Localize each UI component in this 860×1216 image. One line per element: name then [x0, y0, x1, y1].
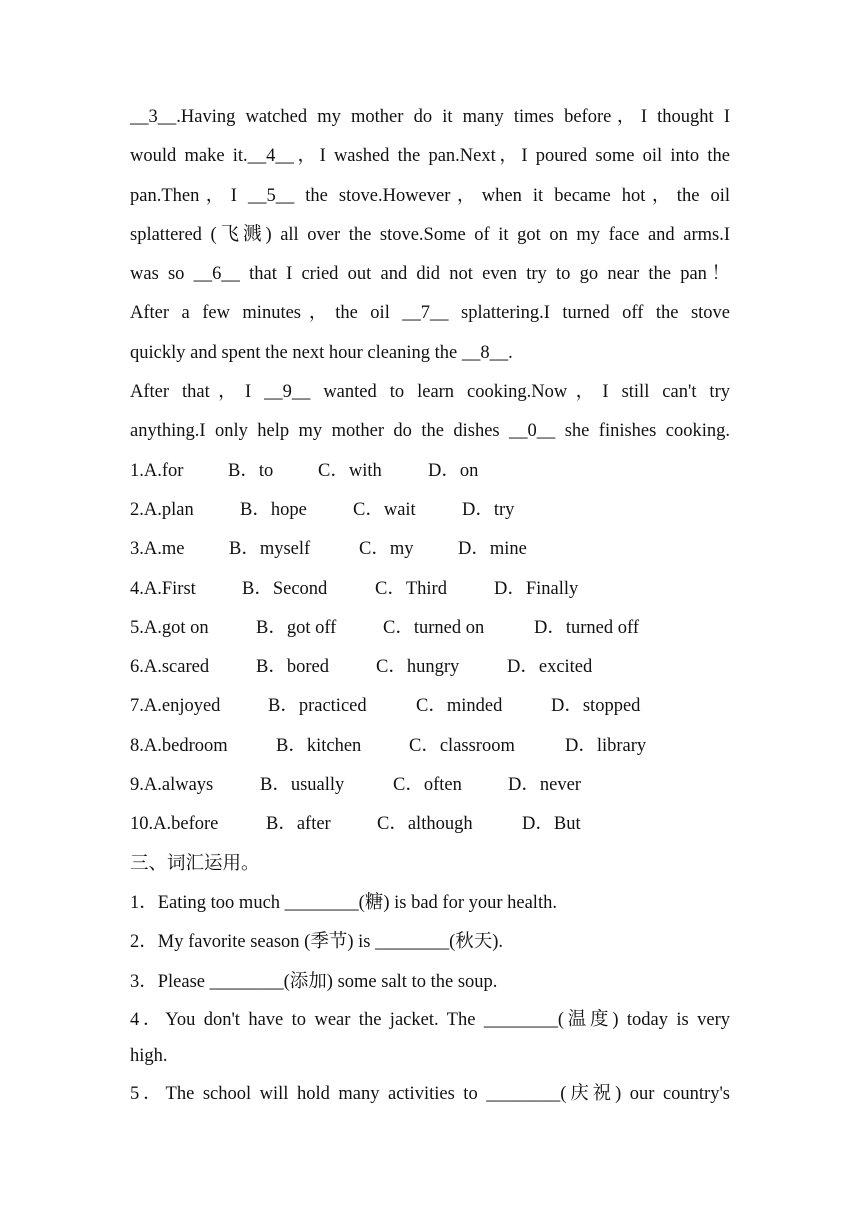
option-a: 1.A.for — [130, 460, 184, 481]
passage-line: pan.Then，I __5__ the stove.However，when it became hot，the oil — [130, 185, 730, 206]
option-b: B．Second — [242, 578, 328, 599]
option-a: 9.A.always — [130, 775, 214, 796]
passage-line: was so __6__ that I cried out and did not even try to go near the pan！ — [130, 264, 730, 285]
option-row — [130, 452, 730, 491]
option-b: B．after — [266, 814, 331, 835]
vocab-item: 5．The school will hold many activities to ________(庆祝) our country's — [130, 1083, 730, 1104]
option-c: C．minded — [416, 696, 503, 717]
option-b: B．bored — [256, 657, 329, 678]
option-row — [130, 648, 730, 687]
option-row — [130, 491, 730, 530]
option-d: D．try — [462, 499, 515, 520]
option-a: 4.A.First — [130, 578, 196, 599]
option-c: C．my — [359, 539, 414, 560]
option-a: 7.A.enjoyed — [130, 696, 221, 717]
passage-line: After a few minutes，the oil __7__ splattering.I turned off the stove — [130, 303, 730, 324]
option-row — [130, 609, 730, 648]
vocabulary-exercise — [130, 884, 730, 1114]
option-a: 6.A.scared — [130, 657, 210, 678]
option-b: B．kitchen — [276, 735, 362, 756]
option-a: 8.A.bedroom — [130, 735, 228, 756]
vocab-item: 4．You don't have to wear the jacket. The ________(温度) today is very — [130, 1009, 730, 1030]
option-b: B．to — [228, 460, 274, 481]
passage-line: splattered (飞溅) all over the stove.Some of it got on my face and arms.I — [130, 224, 730, 245]
document-page — [130, 98, 730, 1114]
passage-line: After that，I __9__ wanted to learn cooking.Now，I still can't try — [130, 382, 730, 403]
vocab-item: 3．Please ________(添加) some salt to the soup. — [130, 971, 498, 992]
passage-line: quickly and spent the next hour cleaning the __8__. — [130, 342, 513, 363]
option-d: D．excited — [507, 657, 593, 678]
option-b: B．practiced — [268, 696, 367, 717]
option-b: B．got off — [256, 617, 337, 638]
option-b: B．myself — [229, 539, 311, 560]
option-c: C．with — [318, 460, 382, 481]
vocab-item-continuation: high. — [130, 1046, 168, 1067]
option-row — [130, 530, 730, 569]
option-d: D．mine — [458, 539, 527, 560]
option-b: B．hope — [240, 499, 307, 520]
option-c: C．wait — [353, 499, 416, 520]
option-a: 10.A.before — [130, 814, 219, 835]
option-a: 3.A.me — [130, 539, 185, 560]
option-c: C．classroom — [409, 735, 515, 756]
option-d: D．But — [522, 814, 581, 835]
option-row — [130, 805, 730, 844]
option-d: D．stopped — [551, 696, 641, 717]
option-d: D．never — [508, 775, 581, 796]
passage-line: anything.I only help my mother do the dishes __0__ she finishes cooking. — [130, 421, 730, 442]
answer-options — [130, 452, 730, 845]
passage-line: would make it.__4__，I washed the pan.Next，I poured some oil into the — [130, 146, 730, 167]
option-d: D．library — [565, 735, 647, 756]
option-d: D．on — [428, 460, 479, 481]
option-b: B．usually — [260, 775, 345, 796]
option-d: D．turned off — [534, 617, 639, 638]
option-a: 2.A.plan — [130, 499, 194, 520]
option-c: C．Third — [375, 578, 447, 599]
passage-line: __3__.Having watched my mother do it many times before，I thought I — [130, 107, 730, 127]
option-row — [130, 570, 730, 609]
vocab-item: 1．Eating too much ________(糖) is bad for your health. — [130, 892, 557, 913]
cloze-passage — [130, 98, 730, 452]
option-d: D．Finally — [494, 578, 579, 599]
option-row — [130, 727, 730, 766]
vocab-item: 2．My favorite season (季节) is ________(秋天). — [130, 932, 504, 953]
option-c: C．hungry — [376, 657, 460, 678]
option-row — [130, 687, 730, 726]
option-c: C．often — [393, 775, 462, 796]
option-c: C．although — [377, 814, 473, 835]
option-row — [130, 766, 730, 805]
section-title: 三、词汇运用。 — [130, 853, 260, 874]
option-c: C．turned on — [383, 617, 485, 638]
option-a: 5.A.got on — [130, 617, 209, 638]
